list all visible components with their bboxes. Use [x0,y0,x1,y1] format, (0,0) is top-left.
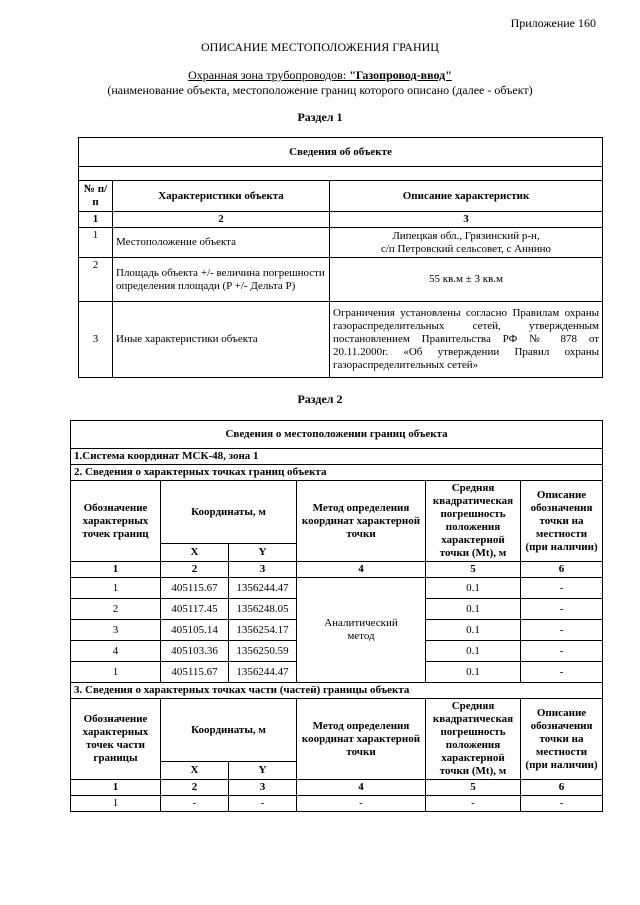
point-y: 1356244.47 [229,662,297,683]
location-line-2: с/п Петровский сельсовет, с Аннино [380,242,552,255]
table-row [79,302,603,378]
object-caption: (наименование объекта, местоположение границ которого описано (далее - объект) [107,83,533,97]
row-characteristic: Площадь объекта +/- величина погрешности определения площади (P +/- Дельта P) [113,258,330,302]
point-mt: 0.1 [426,578,521,599]
object-info-title: Сведения об объекте [79,138,603,167]
col-num-4: 4 [297,562,426,578]
section2-title: Раздел 2 [297,392,343,406]
part-method: - [297,796,426,812]
row-description [330,228,603,258]
point-y: 1356254.17 [229,620,297,641]
header-designation: Обозначение характерных точек границ [71,481,161,562]
row-num: 2 [79,258,113,302]
col-num-3: 3 [229,562,297,578]
col-num-4: 4 [297,780,426,796]
col-num-6: 6 [521,780,603,796]
point-mt: 0.1 [426,662,521,683]
point-id: 1 [71,578,161,599]
header-designation-part: Обозначение характерных точек части границы [71,699,161,780]
point-desc: - [521,662,603,683]
point-desc: - [521,599,603,620]
point-mt: 0.1 [426,641,521,662]
point-x: 405115.67 [161,578,229,599]
header-point-description: Описание обозначения точки на местности (при наличии) [521,699,603,780]
header-y: Y [229,544,297,562]
part-x: - [161,796,229,812]
col-num-3: 3 [330,212,603,228]
header-error: Средняя квадратическая погрешность положения характерной точки (Mt), м [426,481,521,562]
object-info-table [78,137,603,378]
point-desc: - [521,620,603,641]
col-num-1: 1 [71,780,161,796]
row-characteristic: Местоположение объекта [113,228,330,258]
table-row [79,228,603,258]
header-error: Средняя квадратическая погрешность положения характерной точки (Mt), м [426,699,521,780]
part-mt: - [426,796,521,812]
col-num-3: 3 [229,780,297,796]
sub3-title: 3. Сведения о характерных точках части (частей) границы объекта [71,683,603,699]
header-y: Y [229,762,297,780]
header-point-description: Описание обозначения точки на местности (при наличии) [521,481,603,562]
header-x: X [161,544,229,562]
sub2-title: 2. Сведения о характерных точках границ объекта [71,465,603,481]
point-y: 1356250.59 [229,641,297,662]
table-row [71,578,603,599]
point-id: 4 [71,641,161,662]
col-num-2: 2 [113,212,330,228]
col-num-5: 5 [426,562,521,578]
header-method: Метод определения координат характерной точки [297,699,426,780]
object-name-prefix: Охранная зона трубопроводов: [188,68,350,82]
col-num-5: 5 [426,780,521,796]
row-num: 1 [79,228,113,258]
coordinate-system: 1.Система координат МСК-48, зона 1 [71,449,603,465]
part-id: 1 [71,796,161,812]
appendix-label: Приложение 160 [510,16,596,30]
row-characteristic: Иные характеристики объекта [113,302,330,378]
header-description: Описание характеристик [330,181,603,212]
header-method: Метод определения координат характерной точки [297,481,426,562]
location-line-1: Липецкая обл., Грязинский р-н, [392,229,540,242]
point-mt: 0.1 [426,620,521,641]
point-desc: - [521,641,603,662]
point-x: 405115.67 [161,662,229,683]
header-coords: Координаты, м [161,699,297,762]
boundary-table [70,420,603,812]
header-x: X [161,762,229,780]
header-coords: Координаты, м [161,481,297,544]
col-num-2: 2 [161,562,229,578]
part-y: - [229,796,297,812]
col-num-6: 6 [521,562,603,578]
point-x: 405103.36 [161,641,229,662]
table-row [79,258,603,302]
point-id: 2 [71,599,161,620]
section1-title: Раздел 1 [297,110,343,124]
part-desc: - [521,796,603,812]
header-characteristic: Характеристики объекта [113,181,330,212]
point-y: 1356248.05 [229,599,297,620]
row-description: 55 кв.м ± 3 кв.м [330,258,603,302]
row-description: Ограничения установлены согласно Правилам охраны газораспределительных сетей, утвержденным постановлением Правительства РФ № 878 от 20.11.2000г. «Об утверждении Правил охраны газораспределительных сетей» [330,302,603,378]
row-num: 3 [79,302,113,378]
point-id: 3 [71,620,161,641]
col-num-1: 1 [79,212,113,228]
col-num-2: 2 [161,780,229,796]
point-y: 1356244.47 [229,578,297,599]
point-mt: 0.1 [426,599,521,620]
point-x: 405105.14 [161,620,229,641]
boundary-table-title: Сведения о местоположении границ объекта [71,421,603,449]
point-desc: - [521,578,603,599]
object-name [0,68,640,83]
method-value: Аналитический метод [297,578,426,683]
point-x: 405117.45 [161,599,229,620]
col-num-1: 1 [71,562,161,578]
document-title: ОПИСАНИЕ МЕСТОПОЛОЖЕНИЯ ГРАНИЦ [201,40,439,54]
header-num: № п/п [79,181,113,212]
spacer-row [79,167,603,181]
table-row [71,796,603,812]
object-name-value: "Газопровод-ввод" [349,68,452,82]
point-id: 1 [71,662,161,683]
